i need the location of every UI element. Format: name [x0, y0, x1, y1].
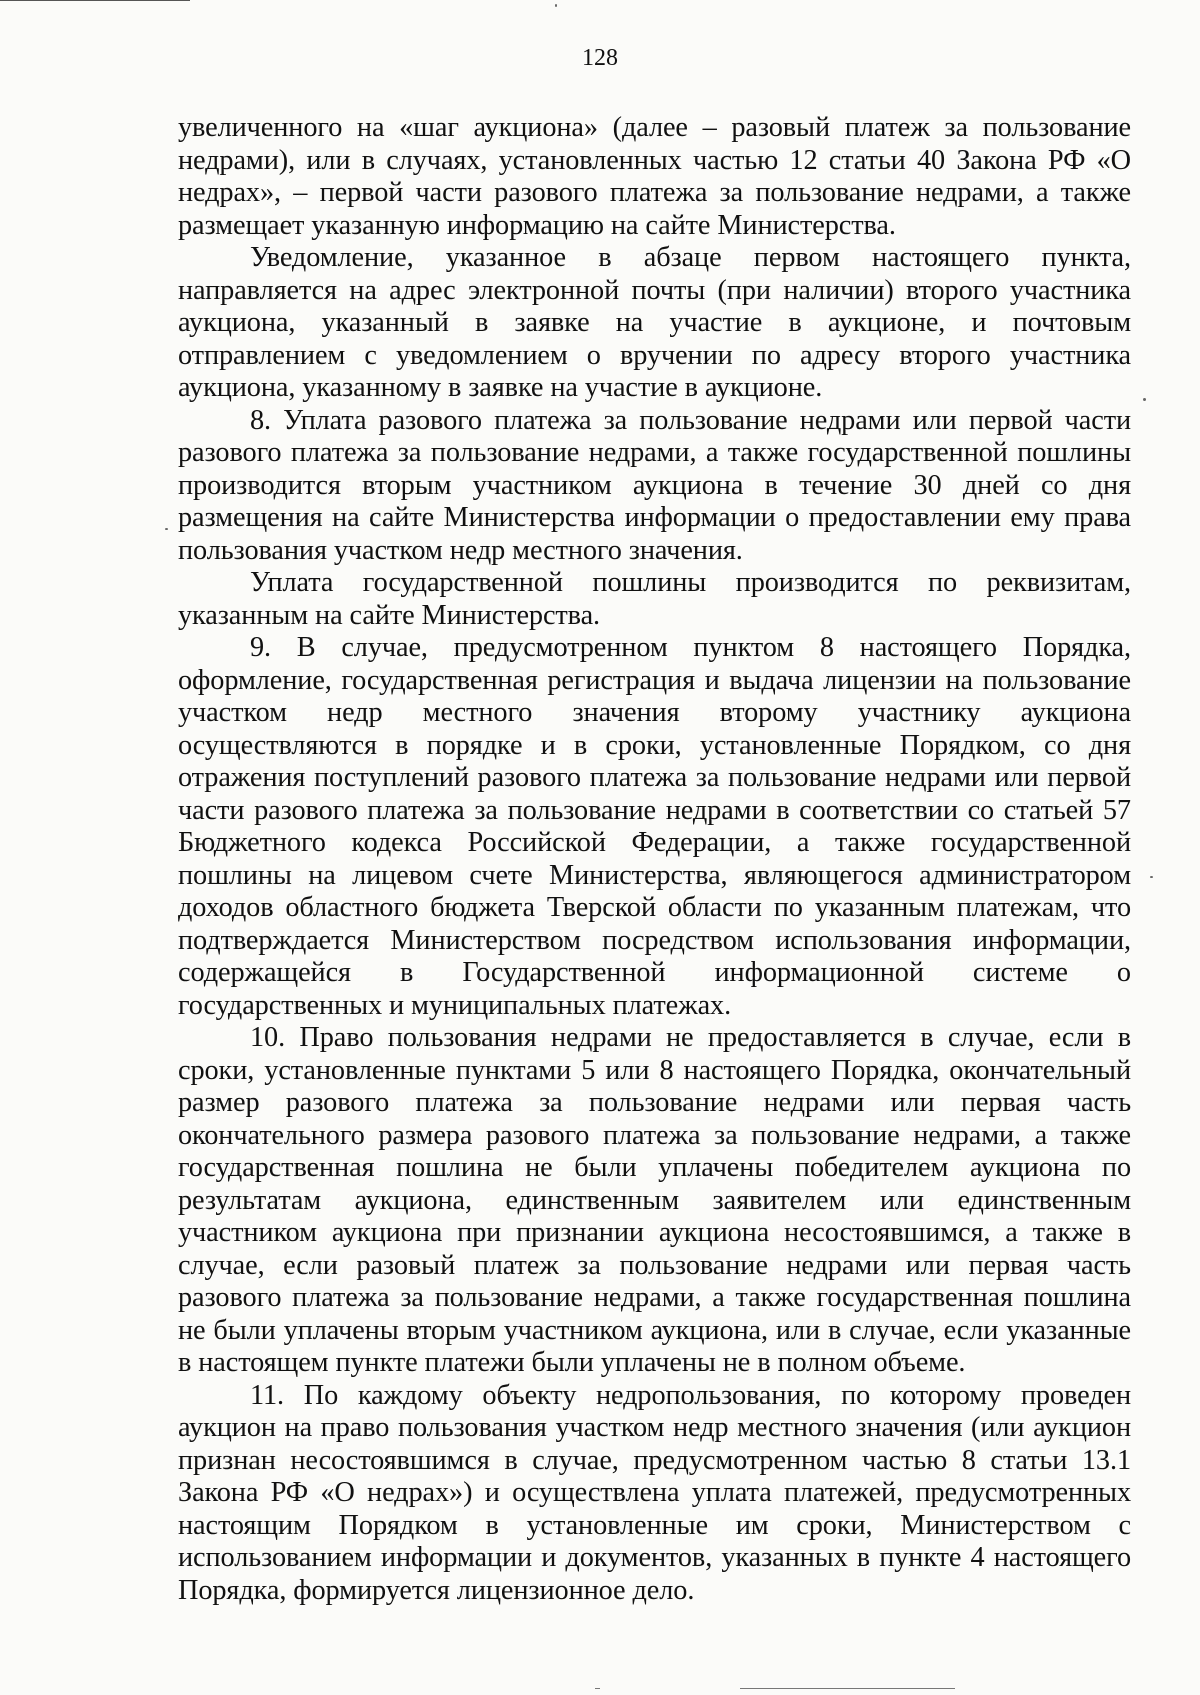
paragraph-state-duty: Уплата государственной пошлины производится по реквизитам, указанным на сайте Министерства.: [178, 567, 1131, 631]
scan-artifact-line: [595, 1688, 600, 1689]
scan-artifact-line: [740, 1688, 955, 1689]
paragraph-item-9: 9. В случае, предусмотренном пунктом 8 настоящего Порядка, оформление, государственная регистрация и выдача лицензии на пользование участком недр местного значения второму участнику аукциона осуществляются в порядке и в сроки, установленные Порядком, со дня отражения поступлений разового платежа за пользование недрами или первой части разового платежа за пользование недрами в соответствии со статьей 57 Бюджетного кодекса Российской Федерации, а также государственной пошлины на лицевом счете Министерства, являющегося администратором доходов областного бюджета Тверской области по указанным платежам, что подтверждается Министерством посредством использования информации, содержащейся в Государственной информационной системе о государственных и муниципальных платежах.: [178, 632, 1131, 1021]
paragraph-item-10: 10. Право пользования недрами не предоставляется в случае, если в сроки, установленные пунктами 5 или 8 настоящего Порядка, окончательный размер разового платежа за пользование недрами или первая часть окончательного размера разового платежа за пользование недрами, а также государственная пошлина не были уплачены победителем аукциона по результатам аукциона, единственным заявителем или единственным участником аукциона при признании аукциона несостоявшимся, а также в случае, если разовый платеж за пользование недрами или первая часть разового платежа за пользование недрами, а также государственная пошлина не были уплачены вторым участником аукциона, или в случае, если указанные в настоящем пункте платежи были уплачены не в полном объеме.: [178, 1022, 1131, 1378]
scan-speck: [1150, 876, 1153, 878]
paragraph-continuation: увеличенного на «шаг аукциона» (далее – разовый платеж за пользование недрами), или в случаях, установленных частью 12 статьи 40 Закона РФ «О недрах», – первой части разового платежа за пользование недрами, а также размещает указанную информацию на сайте Министерства.: [178, 112, 1131, 241]
page-number: 128: [582, 45, 618, 71]
scan-speck: [1143, 398, 1146, 401]
document-body: [178, 112, 1131, 1607]
paragraph-item-11: 11. По каждому объекту недропользования, по которому проведен аукцион на право пользования участком недр местного значения (или аукцион признан несостоявшимся в случае, предусмотренном частью 8 статьи 13.1 Закона РФ «О недрах») и осуществлена уплата платежей, предусмотренных настоящим Порядком в установленные им сроки, Министерством с использованием информации и документов, указанных в пункте 4 настоящего Порядка, формируется лицензионное дело.: [178, 1379, 1131, 1606]
scan-speck: [555, 4, 557, 7]
scan-speck: [165, 528, 168, 530]
paragraph-notification: Уведомление, указанное в абзаце первом настоящего пункта, направляется на адрес электронной почты (при наличии) второго участника аукциона, указанный в заявке на участие в аукционе, и почтовым отправлением с уведомлением о вручении по адресу второго участника аукциона, указанному в заявке на участие в аукционе.: [178, 242, 1131, 403]
paragraph-item-8: 8. Уплата разового платежа за пользование недрами или первой части разового платежа за пользование недрами, а также государственной пошлины производится вторым участником аукциона в течение 30 дней со дня размещения на сайте Министерства информации о предоставлении ему права пользования участком недр местного значения.: [178, 404, 1131, 566]
scan-artifact-line: [0, 0, 190, 1]
